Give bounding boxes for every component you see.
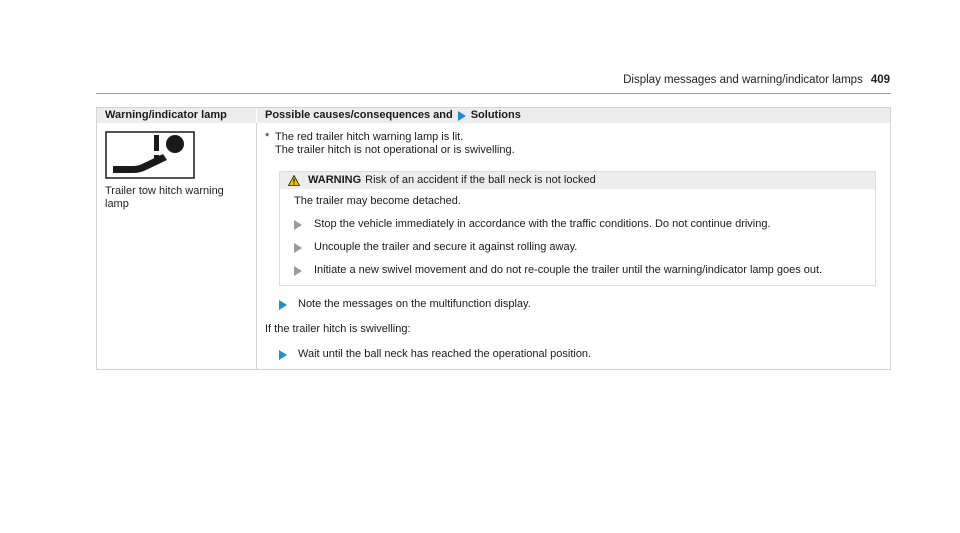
header-divider [96, 93, 891, 94]
warning-label: WARNING [308, 174, 362, 186]
cause-line2: The trailer hitch is not operational or is swivelling. [275, 144, 515, 156]
step-text: Initiate a new swivel movement and do not re-couple the trailer until the warning/indicator lamp goes out. [314, 264, 823, 276]
column-header-causes: Possible causes/consequences and [265, 109, 453, 121]
list-item [294, 218, 867, 231]
warning-body [280, 189, 875, 285]
step-text: Stop the vehicle immediately in accordance with the traffic conditions. Do not continue driving. [314, 218, 771, 230]
lamp-cell [97, 123, 257, 369]
list-item [279, 298, 876, 311]
page-number: 409 [870, 74, 890, 86]
arrow-right-icon [294, 266, 302, 276]
list-item [294, 264, 867, 277]
table-header-row [97, 108, 890, 123]
lamp-label-line2: lamp [105, 198, 129, 210]
arrow-right-icon [279, 350, 287, 360]
column-header-lamp: Warning/indicator lamp [97, 108, 257, 123]
arrow-right-icon [294, 243, 302, 253]
table-row [97, 123, 890, 369]
warning-box [279, 171, 876, 286]
list-item [279, 348, 876, 361]
footnote-marker: * [265, 131, 270, 143]
solutions-cell [257, 123, 890, 369]
step-text: Note the messages on the multifunction display. [298, 298, 531, 310]
warning-intro: The trailer may become detached. [294, 195, 461, 207]
cause-text [265, 131, 876, 157]
step-text: Uncouple the trailer and secure it against rolling away. [314, 241, 578, 253]
warning-triangle-icon [288, 175, 300, 186]
lamp-label-line1: Trailer tow hitch warning [105, 185, 224, 197]
lamp-label [105, 185, 248, 211]
column-header-solutions-label: Solutions [470, 109, 521, 121]
running-header [623, 74, 890, 86]
header-title: Display messages and warning/indicator lamps [623, 74, 863, 86]
swivel-condition: If the trailer hitch is swivelling: [265, 323, 411, 335]
warning-lamp-table [96, 107, 891, 370]
warning-title: Risk of an accident if the ball neck is not locked [365, 174, 596, 186]
trailer-hitch-warning-lamp-icon [105, 131, 195, 179]
cause-line1: The red trailer hitch warning lamp is lit. [275, 131, 464, 143]
arrow-right-icon [458, 111, 466, 121]
column-header-solutions [257, 108, 890, 123]
step-text: Wait until the ball neck has reached the operational position. [298, 348, 592, 360]
list-item [294, 241, 867, 254]
arrow-right-icon [294, 220, 302, 230]
arrow-right-icon [279, 300, 287, 310]
warning-header [280, 172, 875, 189]
